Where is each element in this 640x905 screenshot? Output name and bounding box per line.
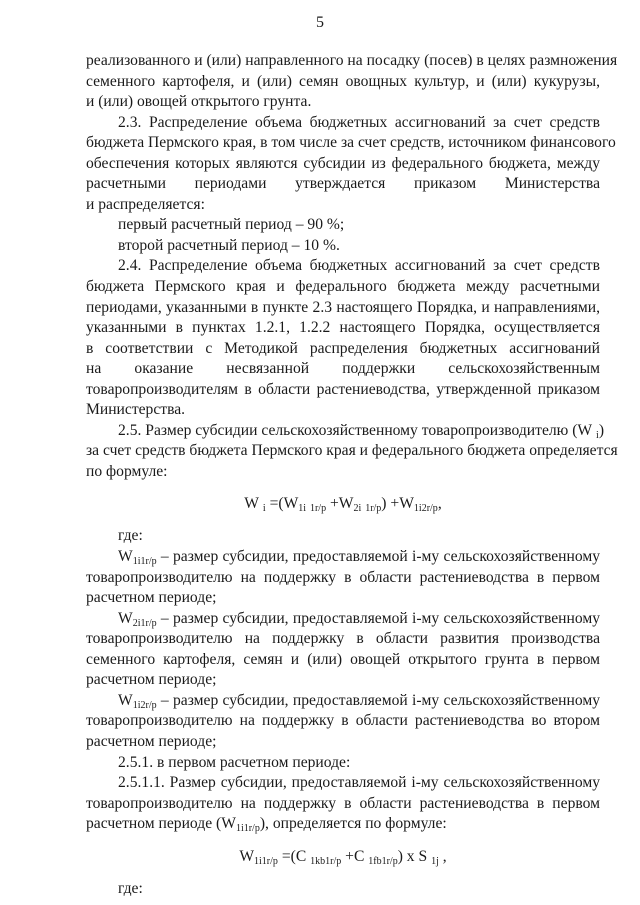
document-body	[86, 51, 618, 899]
where-label: где:	[118, 527, 143, 545]
text-line: товаропроизводителю на поддержку в области растениеводства в первом	[86, 794, 600, 812]
text-line: периодами, указанными в пункте 2.3 настоящего Порядка, и направлениями,	[86, 298, 600, 316]
page-number: 5	[316, 14, 324, 31]
text-line: реализованного и (или) направленного на посадку (посев) в целях размножения	[86, 52, 618, 69]
definition-w1i1rp: $W_{1i1r/p}$ – размер субсидии, предоставляемой i-му сельскохозяйственному	[118, 548, 600, 568]
paragraph-2-4-start: 2.4. Распределение объема бюджетных ассигнований за счет средств	[118, 257, 600, 275]
definition-w2i1rp: $W_{2i1r/p}$ – размер субсидии, предоставляемой i-му сельскохозяйственному	[118, 609, 600, 629]
text-line: семенного картофеля, и (или) семян овощных культур, и (или) кукурузы,	[86, 72, 600, 90]
text-line: за счет средств бюджета Пермского края и федерального бюджета определяется	[86, 442, 618, 460]
paragraph-2-5-start: 2.5. Размер субсидии сельскохозяйственному товаропроизводителю (W $_i$)	[118, 421, 605, 441]
where-label: где:	[118, 879, 143, 897]
text-line: Министерства.	[86, 401, 186, 419]
text-line: в соответствии с Методикой распределения бюджетных ассигнований	[86, 339, 600, 357]
text-line: товаропроизводителю на поддержку в области растениеводства в первом	[86, 568, 600, 586]
paragraph-2-5-1-1-start: 2.5.1.1. Размер субсидии, предоставляемой i-му сельскохозяйственному	[118, 774, 600, 792]
text-line: по формуле:	[86, 462, 168, 480]
text-line: расчетными периодами утверждается приказом Министерства	[86, 175, 600, 193]
text-line: расчетном периоде;	[86, 671, 217, 689]
formula-first-period-subsidy: $W_{1i1r/p} =(C$ $_{1kb1r/p}$ +C $_{1fb1r/p}$) x S $_{1j}$ ,	[239, 847, 447, 867]
text-line: и (или) овощей открытого грунта.	[86, 93, 312, 111]
period-2-share: второй расчетный период – 10 %.	[118, 236, 340, 254]
text-line: на оказание несвязанной поддержки сельскохозяйственным	[86, 360, 600, 378]
text-line: бюджета Пермского края и федерального бюджета между расчетными	[86, 278, 600, 296]
text-line: товаропроизводителям в области растениеводства, утвержденной приказом	[86, 380, 600, 398]
text-line: расчетном периоде $(W_{1i1r/p})$, определяется по формуле:	[86, 815, 447, 835]
text-line: семенного картофеля, семян и (или) овощей открытого грунта в первом	[86, 650, 600, 668]
text-line: указанными в пунктах 1.2.1, 1.2.2 настоящего Порядка, осуществляется	[86, 319, 600, 337]
text-line: бюджета Пермского края, в том числе за счет средств, источником финансового	[86, 134, 616, 152]
period-1-share: первый расчетный период – 90 %;	[118, 216, 345, 234]
definition-w1i2rp: $W_{1i2r/p}$ – размер субсидии, предоставляемой i-му сельскохозяйственному	[118, 691, 600, 711]
text-line: и распределяется:	[86, 195, 205, 213]
paragraph-2-3-start: 2.3. Распределение объема бюджетных ассигнований за счет средств	[118, 113, 600, 131]
text-line: товаропроизводителю на поддержку в области развития производства	[86, 630, 600, 648]
formula-total-subsidy: W $_i =(W_{1i}$ $_{1r/p} +W_{2i}$ $_{1r/p}) +W_{1i2r/p}$,	[244, 495, 442, 515]
text-line: обеспечения которых являются субсидии из федерального бюджета, между	[86, 154, 600, 172]
text-line: товаропроизводителю на поддержку в области растениеводства во втором	[86, 712, 600, 730]
subsection-2-5-1: 2.5.1. в первом расчетном периоде:	[118, 753, 351, 771]
text-line: расчетном периоде;	[86, 732, 217, 750]
text-line: расчетном периоде;	[86, 589, 217, 607]
